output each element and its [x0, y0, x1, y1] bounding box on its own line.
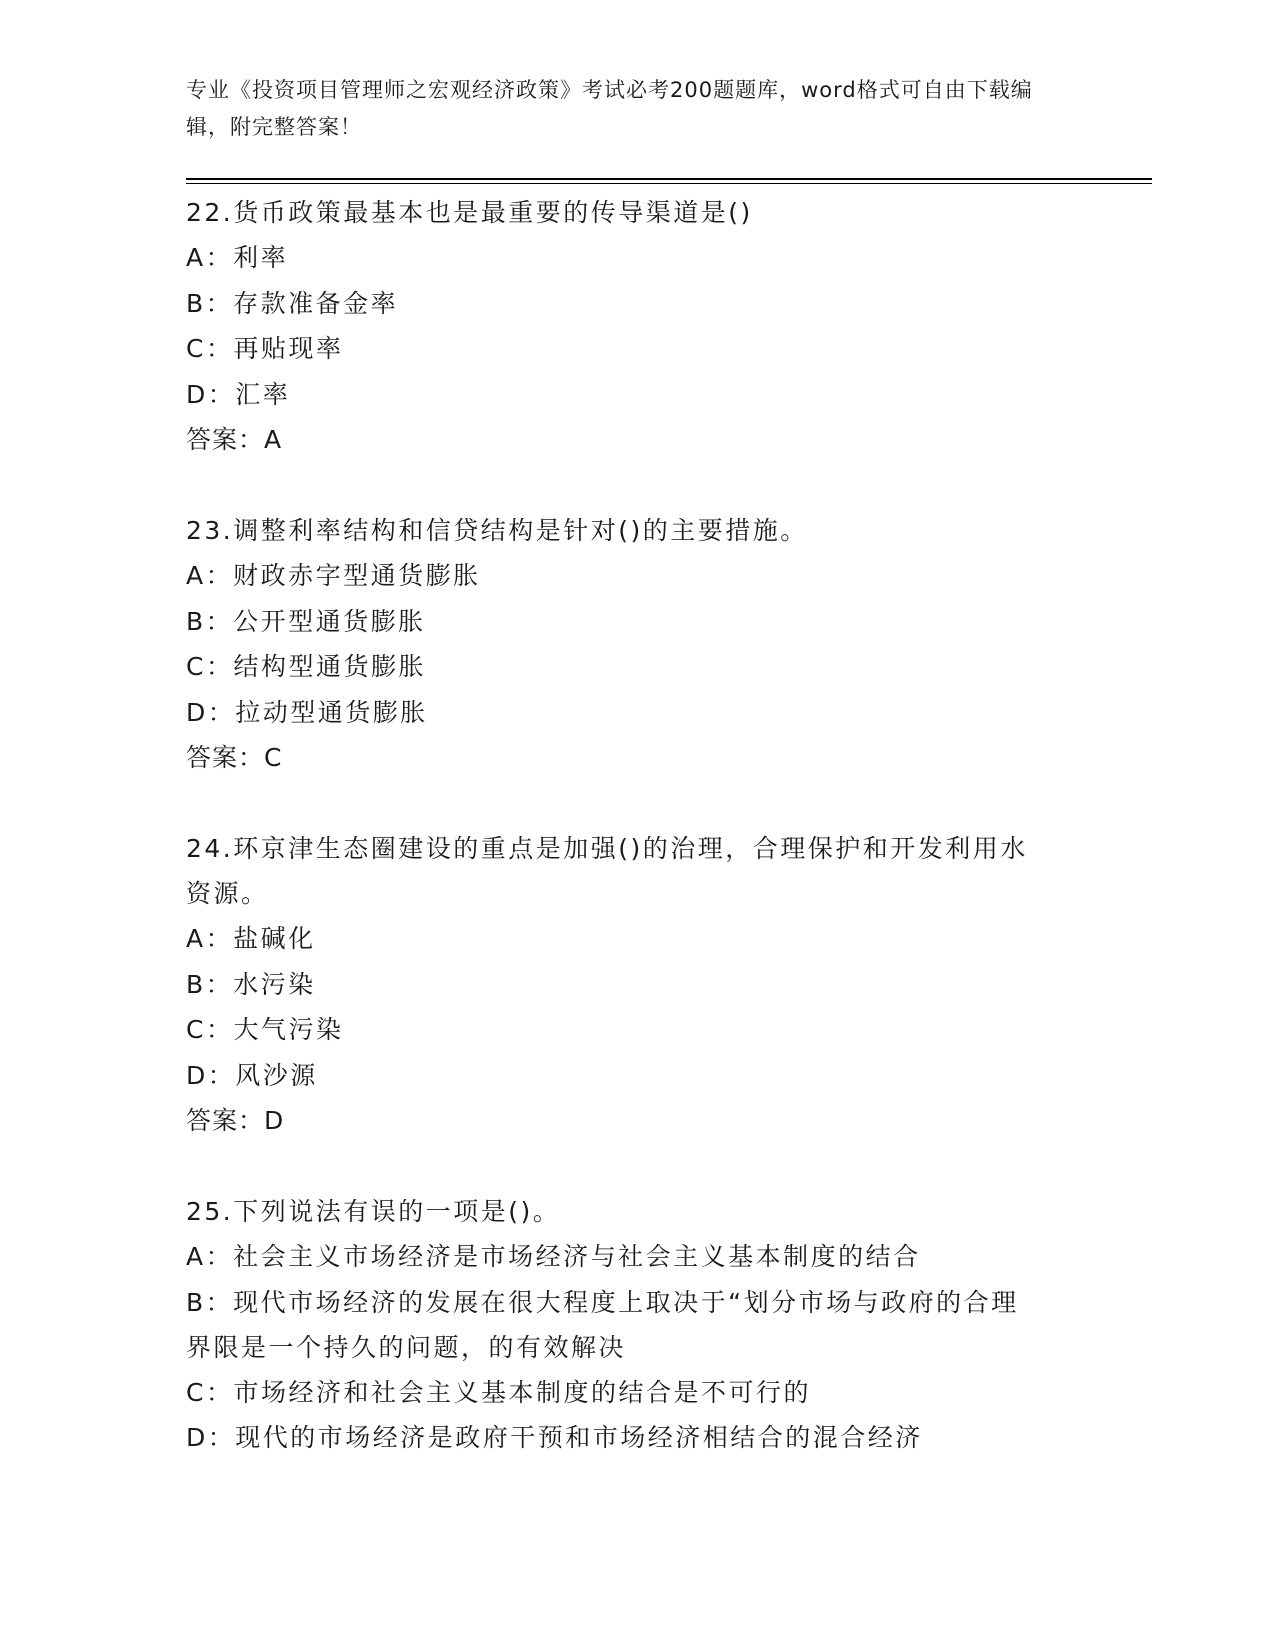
question-25	[186, 1189, 1086, 1461]
answer-line: 答案：D	[186, 1106, 285, 1135]
question-spacer	[186, 462, 1086, 508]
question-stem: 25.下列说法有误的一项是()。	[186, 1197, 561, 1226]
option-b: B：水污染	[186, 969, 316, 999]
option-a: A：利率	[186, 243, 289, 272]
option-b: B：现代市场经济的发展在很大程度上取决于“划分市场与政府的合理界限是一个持久的问题，的有效解决	[186, 1287, 1019, 1362]
answer-line: 答案：C	[186, 743, 283, 772]
question-23	[186, 508, 1086, 780]
option-c: C：大气污染	[186, 1015, 344, 1044]
option-b: B：公开型通货膨胀	[186, 606, 426, 636]
question-list	[186, 190, 1086, 1461]
option-c: C：再贴现率	[186, 334, 344, 363]
option-d: D：风沙源	[186, 1060, 318, 1090]
option-b: B：存款准备金率	[186, 288, 399, 318]
option-a: A：盐碱化	[186, 924, 316, 953]
header-divider-bottom	[186, 183, 1152, 184]
header-divider-top	[186, 178, 1152, 180]
option-c: C：结构型通货膨胀	[186, 652, 426, 681]
question-24	[186, 826, 1086, 1143]
question-22	[186, 190, 1086, 462]
option-a: A：社会主义市场经济是市场经济与社会主义基本制度的结合	[186, 1242, 921, 1271]
answer-line: 答案：A	[186, 425, 283, 454]
question-stem: 22.货币政策最基本也是最重要的传导渠道是()	[186, 198, 753, 227]
option-c: C：市场经济和社会主义基本制度的结合是不可行的	[186, 1377, 811, 1407]
option-d: D：现代的市场经济是政府干预和市场经济相结合的混合经济	[186, 1423, 923, 1452]
question-spacer	[186, 1143, 1086, 1189]
option-d: D：汇率	[186, 379, 291, 409]
question-stem: 23.调整利率结构和信贷结构是针对()的主要措施。	[186, 516, 808, 545]
document-intro: 专业《投资项目管理师之宏观经济政策》考试必考200题题库，word格式可自由下载编辑，附完整答案！	[186, 78, 1033, 139]
question-spacer	[186, 780, 1086, 826]
option-a: A：财政赤字型通货膨胀	[186, 561, 481, 590]
option-d: D：拉动型通货膨胀	[186, 697, 428, 727]
question-stem: 24.环京津生态圈建设的重点是加强()的治理，合理保护和开发利用水资源。	[186, 834, 1028, 908]
